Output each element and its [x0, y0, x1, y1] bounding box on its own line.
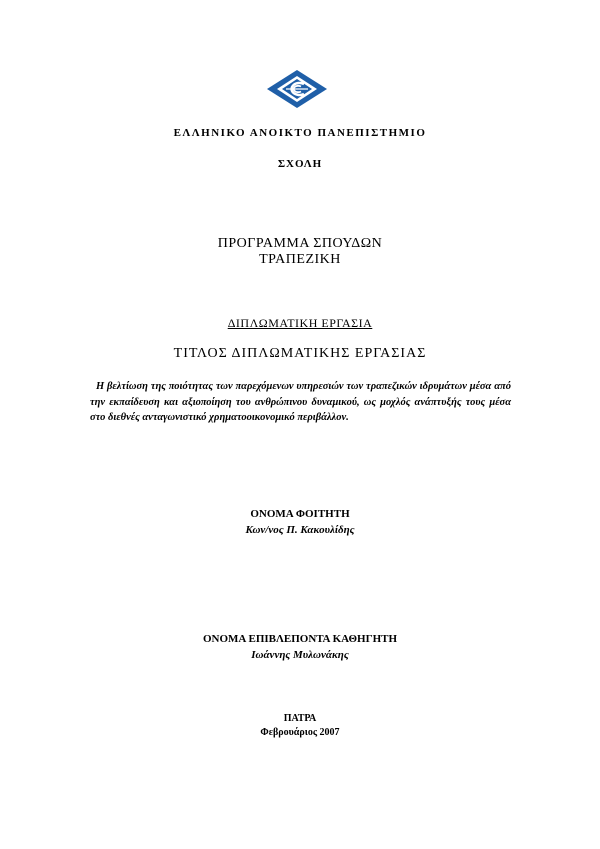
student-name: Κων/νος Π. Κακουλίδης [245, 524, 355, 536]
city: ΠΑΤΡΑ [283, 713, 317, 724]
thesis-description: Η βελτίωση της ποιότητας των παρεχόμενων υπηρεσιών των τραπεζικών ιδρυμάτων μέσα από την εκπαίδευση και αξιοποίηση του ανθρώπινου δυναμικού, ως μοχλός ανάπτυξής τους μέσα στο διεθνές ανταγωνιστικό χρηματοοικονομικό περιβάλλον. [90, 381, 511, 423]
university-name: ΕΛΛΗΝΙΚΟ ΑΝΟΙΚΤΟ ΠΑΝΕΠΙΣΤΗΜΙΟ [173, 127, 427, 139]
program-title [0, 236, 600, 268]
supervisor-label: ΟΝΟΜΑ ΕΠΙΒΛΕΠΟΝΤΑ ΚΑΘΗΓΗΤΗ [202, 633, 398, 645]
student-label: ΟΝΟΜΑ ΦΟΙΤΗΤΗ [250, 508, 350, 520]
thesis-title-label: ΤΙΤΛΟΣ ΔΙΠΛΩΜΑΤΙΚΗΣ ΕΡΓΑΣΙΑΣ [173, 346, 427, 361]
date: Φεβρουάριος 2007 [260, 727, 340, 738]
program-line-2: ΤΡΑΠΕΖΙΚΗ [259, 252, 341, 267]
program-line-1: ΠΡΟΓΡΑΜΜΑ ΣΠΟΥΔΩΝ [217, 236, 383, 251]
supervisor-name: Ιωάννης Μυλωνάκης [251, 649, 349, 661]
university-logo-icon [266, 69, 328, 109]
school-name: ΣΧΟΛΗ [277, 158, 323, 170]
thesis-label: ΔΙΠΛΩΜΑΤΙΚΗ ΕΡΓΑΣΙΑ [227, 316, 373, 330]
